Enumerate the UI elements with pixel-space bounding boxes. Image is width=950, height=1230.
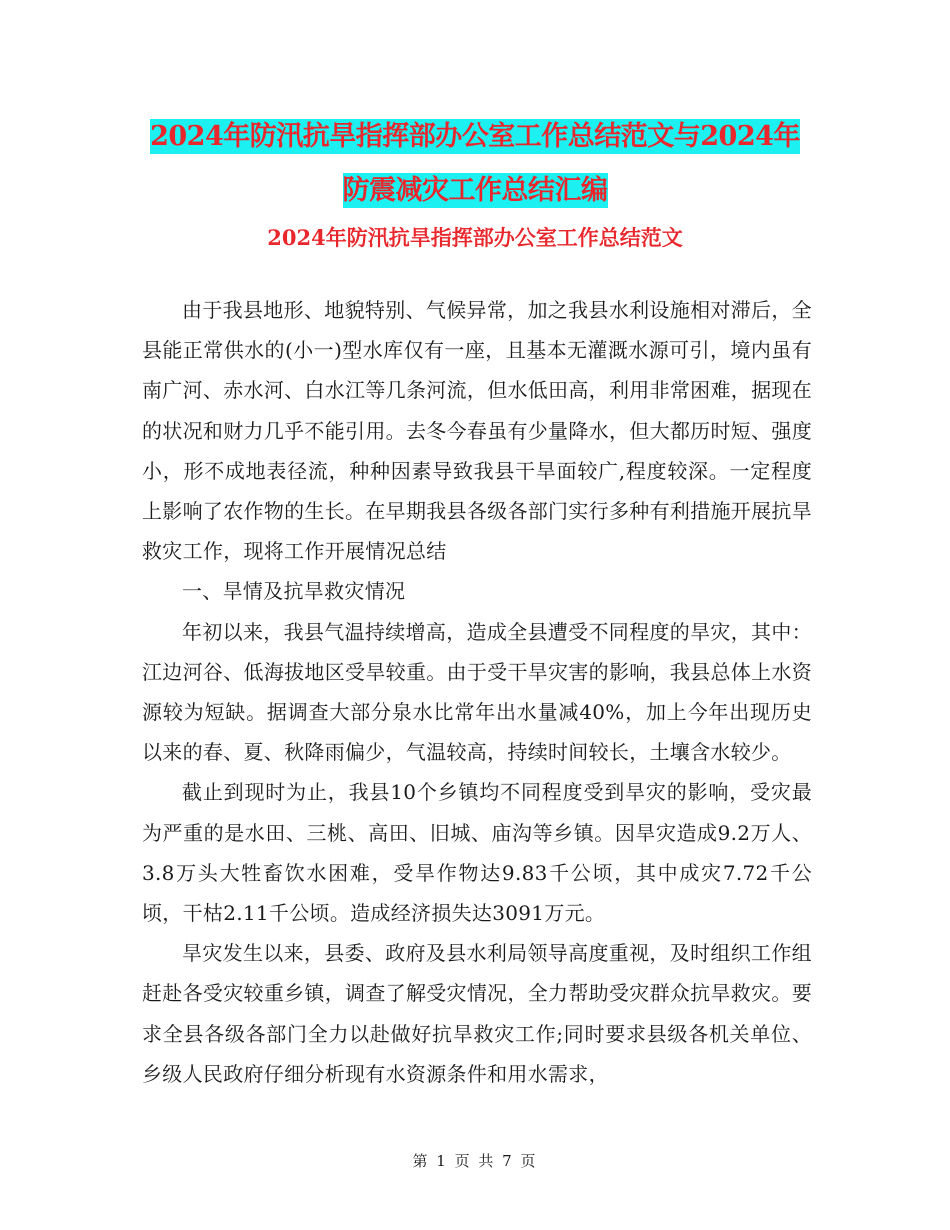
heading-drought-situation: 一、旱情及抗旱救灾情况 [182,579,406,604]
paragraph-intro: 由于我县地形、地貌特别、气候异常，加之我县水利设施相对滞后，全县能正常供水的(小一)型水库仅有一座，且基本无灌溉水源可引，境内虽有南广河、赤水河、白水江等几条河流，但水低田高，利用非常困难，据现在的状况和财力几乎不能引用。去冬今春虽有少量降水，但大都历时短、强度小，形不成地表径流，种种因素导致我县干旱面较广,程度较深。一定程度上影响了农作物的生长。在早期我县各级各部门实行多种有利措施开展抗旱救灾工作，现将工作开展情况总结 [142,298,812,564]
page-footer: 第 1 页 共 7 页 [412,1152,538,1170]
paragraph-response: 旱灾发生以来，县委、政府及县水利局领导高度重视，及时组织工作组赶赴各受灾较重乡镇，调查了解受灾情况，全力帮助受灾群众抗旱救灾。要求全县各级各部门全力以赴做好抗旱救灾工作;同时要求县级各机关单位、乡级人民政府仔细分析现有水资源条件和用水需求， [142,941,812,1086]
section-title: 2024年防汛抗旱指挥部办公室工作总结范文 [267,225,683,250]
document-body [142,290,812,1094]
paragraph-climate: 年初以来，我县气温持续增高，造成全县遭受不同程度的旱灾，其中：江边河谷、低海拔地区受旱较重。由于受干旱灾害的影响，我县总体上水资源较为短缺。据调查大部分泉水比常年出水量减40%，加上今年出现历史以来的春、夏、秋降雨偏少，气温较高，持续时间较长，土壤含水较少。 [142,619,812,765]
document-title-line-1: 2024年防汛抗旱指挥部办公室工作总结范文与2024年 [150,121,800,152]
document-title [140,110,810,218]
document-title-line-2: 防震减灾工作总结汇编 [342,175,608,206]
paragraph-losses: 截止到现时为止，我县10个乡镇均不同程度受到旱灾的影响，受灾最为严重的是水田、三桃、高田、旧城、庙沟等乡镇。因旱灾造成9.2万人、3.8万头大牲畜饮水困难，受旱作物达9.83千公顷，其中成灾7.72千公顷，干枯2.11千公顷。造成经济损失达3091万元。 [142,780,812,926]
